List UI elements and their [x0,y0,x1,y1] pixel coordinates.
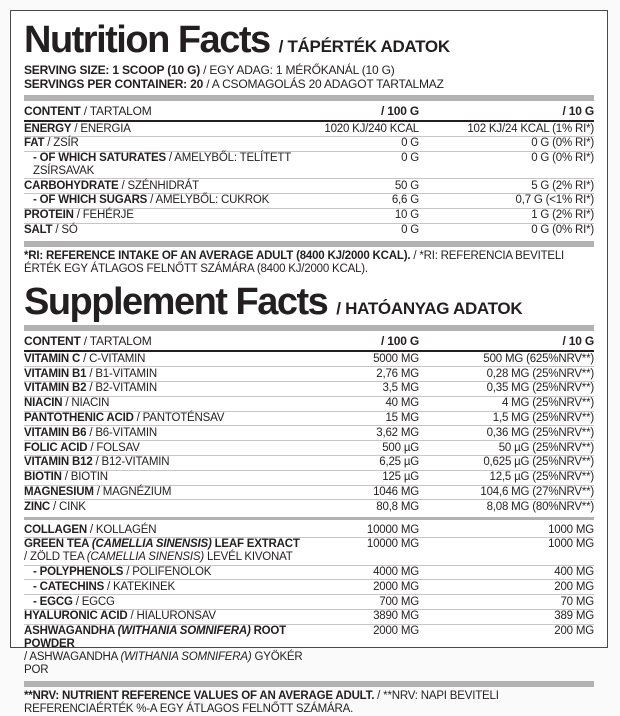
ingredient-name: VITAMIN B2 / B2-VITAMIN [24,382,157,395]
ingredient-name: SALT / SÓ [24,224,78,237]
table-row [24,194,594,209]
value-per-100g: 3,5 MG [382,382,419,395]
vitamins-table-body [24,352,594,514]
supplement-title-suffix: / HATÓANYAG ADATOK [336,299,523,319]
value-per-10g: 0 G (0% RI*) [531,152,594,165]
ingredient-name: ENERGY / ENERGIA [24,122,131,135]
value-per-10g: 0,625 µG (25%NRV**) [483,456,594,469]
value-per-100g: 1046 MG [373,486,419,499]
value-per-100g: 15 MG [385,412,419,425]
value-per-10g: 104,6 MG (27%NRV**) [480,486,594,499]
value-per-100g: 6,25 µG [379,456,419,469]
table-row [24,486,594,501]
serving-size-line [24,63,594,77]
value-per-100g: 2000 MG [373,625,419,638]
ingredient-name: CARBOHYDRATE / SZÉNHIDRÁT [24,179,199,192]
nutrition-table-header [24,103,594,122]
nutrition-table-body [24,122,594,237]
value-per-10g: 102 KJ/24 KCAL (1% RI*) [467,122,594,135]
value-per-100g: 6,6 G [391,194,419,207]
value-per-10g: 389 MG [554,610,594,623]
value-per-100g: 0 G [401,152,419,165]
table-row [24,610,594,625]
value-per-100g: 4000 MG [373,566,419,579]
nrv-footnote-en: **NRV: NUTRIENT REFERENCE VALUES OF AN AVERAGE ADULT. [24,689,375,702]
value-per-10g: 500 MG (625%NRV**) [483,352,594,365]
value-per-100g: 125 µG [382,471,419,484]
ingredient-name: VITAMIN B12 / B12-VITAMIN [24,456,170,469]
ingredient-name: - OF WHICH SUGARS / AMELYBŐL: CUKROK [33,194,270,207]
table-row [24,137,594,152]
ingredient-name: VITAMIN C / C-VITAMIN [24,352,146,365]
header-content-col: CONTENT / TARTALOM [24,104,152,118]
table-row [24,471,594,486]
header-100g-col: / 100 G [381,334,419,349]
value-per-100g: 3,62 MG [376,426,419,439]
table-row [24,500,594,514]
value-per-100g: 2000 MG [373,580,419,593]
ingredient-name: - OF WHICH SATURATES / AMELYBŐL: TELÍTETT ZSÍRSAVAK [33,152,291,177]
value-per-10g: 200 MG [554,625,594,638]
nutrition-label [10,10,608,715]
value-per-10g: 1000 MG [548,538,594,551]
header-content-col: CONTENT / TARTALOM [24,334,152,349]
ingredient-name: - CATECHINS / KATEKINEK [33,580,175,593]
servings-per-container-line [24,77,594,91]
value-per-10g: 4 MG (25%NRV**) [501,397,594,410]
table-row [24,152,594,180]
table-row [24,412,594,427]
value-per-10g: 200 MG [554,580,594,593]
value-per-100g: 0 G [401,224,419,237]
value-per-10g: 0,28 MG (25%NRV**) [486,367,594,380]
ingredient-name: FOLIC ACID / FOLSAV [24,441,140,454]
table-row [24,580,594,595]
value-per-10g: 400 MG [554,566,594,579]
ingredient-name: - EGCG / EGCG [33,595,115,608]
value-per-10g: 8,08 MG (80%NRV**) [486,500,594,513]
servings-label: SERVINGS PER CONTAINER: 20 [24,77,204,91]
value-per-100g: 0 G [401,137,419,150]
table-row [24,224,594,238]
ingredient-name: ASHWAGANDHA (WITHANIA SOMNIFERA) ROOT POWDER / ASHWAGANDHA (WITHANIA SOMNIFERA) GYÖKÉR POR [24,625,303,676]
table-row [24,456,594,471]
table-row [24,122,594,137]
ingredient-name: PANTOTHENIC ACID / PANTOTÉNSAV [24,412,225,425]
value-per-100g: 3890 MG [373,610,419,623]
supplement-title: Supplement Facts [24,281,328,324]
ingredient-name: - POLYPHENOLS / POLIFENOLOK [33,566,212,579]
section-divider-bar [24,95,594,101]
header-10g-col: / 10 G [562,104,594,118]
value-per-100g: 50 G [394,179,419,192]
value-per-100g: 10000 MG [366,523,419,536]
table-row [24,382,594,397]
nutrition-title-row [24,21,594,59]
supplement-facts-section [24,283,594,716]
table-row [24,538,594,566]
serving-size-label: SERVING SIZE: 1 SCOOP (10 G) [24,63,201,77]
value-per-100g: 80,8 MG [376,500,419,513]
table-row [24,179,594,194]
nutrition-title-suffix: / TÁPÉRTÉK ADATOK [278,37,450,56]
header-100g-col: / 100 G [381,104,419,118]
table-row [24,426,594,441]
header-10g-col: / 10 G [562,334,594,349]
table-row [24,397,594,412]
value-per-10g: 50 µG (25%NRV**) [498,441,594,454]
ri-footnote-hu: / *RI: REFERENCIA BEVITELI ÉRTÉK EGY ÁTLAGOS FELNŐTT SZÁMÁRA (8400 KJ/2000 KCAL). [24,250,565,276]
ingredient-name: ZINC / CINK [24,500,86,513]
value-per-100g: 1020 KJ/240 KCAL [324,122,419,135]
value-per-100g: 10 G [394,209,419,222]
value-per-100g: 500 µG [382,441,419,454]
section-divider-bar [24,325,594,331]
ingredient-name: PROTEIN / FEHÉRJE [24,209,134,222]
mid-divider-bar [24,517,594,520]
value-per-10g: 70 MG [560,595,594,608]
value-per-100g: 40 MG [385,397,419,410]
value-per-10g: 0,35 MG (25%NRV**) [486,382,594,395]
servings-translation: / A CSOMAGOLÁS 20 ADAGOT TARTALMAZ [203,77,444,91]
table-row [24,523,594,538]
nrv-footnote [24,690,594,716]
table-row [24,352,594,367]
value-per-10g: 0,7 G (<1% RI*) [515,194,594,207]
section-divider-bar [24,681,594,687]
ingredient-name: FAT / ZSÍR [24,137,79,150]
value-per-100g: 5000 MG [373,352,419,365]
table-row [24,566,594,581]
serving-size-translation: / EGY ADAG: 1 MÉRŐKANÁL (10 G) [200,63,395,77]
ingredient-name: VITAMIN B6 / B6-VITAMIN [24,426,157,439]
ingredient-name: BIOTIN / BIOTIN [24,471,108,484]
value-per-10g: 12,5 µG (25%NRV**) [489,471,594,484]
ri-footnote-en: *RI: REFERENCE INTAKE OF AN AVERAGE ADULT (8400 KJ/2000 KCAL). [24,250,411,263]
value-per-10g: 0 G (0% RI*) [531,224,594,237]
value-per-10g: 1000 MG [548,523,594,536]
value-per-10g: 1,5 MG (25%NRV**) [492,412,594,425]
ingredient-name: VITAMIN B1 / B1-VITAMIN [24,367,157,380]
ingredient-name: MAGNESIUM / MAGNÉZIUM [24,486,172,499]
ingredient-name: NIACIN / NIACIN [24,397,110,410]
table-row [24,209,594,224]
table-row [24,595,594,610]
value-per-10g: 0 G (0% RI*) [531,137,594,150]
ri-footnote [24,250,594,276]
value-per-100g: 700 MG [379,595,419,608]
supplement-title-row [24,281,594,324]
value-per-10g: 1 G (2% RI*) [531,209,594,222]
ingredient-name: GREEN TEA (CAMELLIA SINENSIS) LEAF EXTRACT / ZÖLD TEA (CAMELLIA SINENSIS) LEVÉL KIVONAT [24,538,300,564]
ingredient-name: HYALURONIC ACID / HIALURONSAV [24,610,216,623]
supplement-table-header [24,333,594,352]
nutrition-facts-section [24,21,594,276]
value-per-100g: 2,76 MG [376,367,419,380]
value-per-10g: 0,36 MG (25%NRV**) [486,426,594,439]
value-per-100g: 10000 MG [366,538,419,551]
table-row [24,367,594,382]
nrv-footnote-hu: / **NRV: NAPI BEVITELI REFERENCIAÉRTÉK %-A EGY ÁTLAGOS FELNŐTT SZÁMÁRA. [24,689,499,715]
value-per-10g: 5 G (2% RI*) [531,179,594,192]
table-row [24,625,594,677]
table-row [24,441,594,456]
ingredient-name: COLLAGEN / KOLLAGÉN [24,523,157,536]
nutrition-title: Nutrition Facts [24,19,270,61]
section-divider-bar [24,241,594,247]
botanicals-table-body [24,523,594,677]
